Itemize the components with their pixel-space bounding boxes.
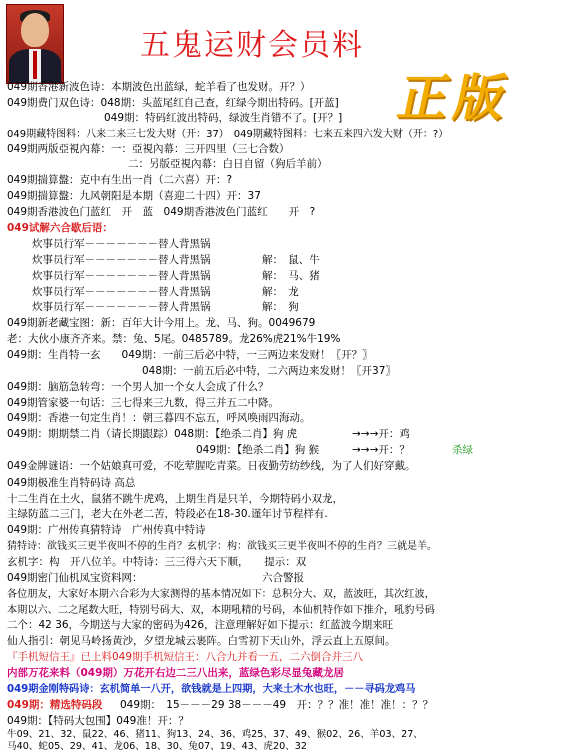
text-line: 炊事员行军－－－－－－－替人背黑锅 (32, 238, 211, 250)
text-line: 049期管家婆一句话：三七得来三九数，得三并五二中降。 (7, 397, 280, 409)
text-line: 炊事员行军－－－－－－－替人背黑锅 (32, 254, 211, 266)
text-line: 049期费门双色诗：048期：头蓝尾红自己查，红绿今期出特码。[开蓝] (7, 97, 339, 109)
text-line: 老：大伙小康齐齐来。禁：兔、5尾。0485789。龙26%虎21%牛19% (7, 333, 341, 345)
text-line: 049期：特码红波出特码，绿波生肖错不了。[开？] (104, 112, 343, 124)
text-line: 猜特诗：欲钱买三更半夜叫不停的生肖？玄机字：构：欲钱买三更半夜叫不停的生肖？三就是羊。 (7, 541, 437, 552)
kill-color-text: 杀绿 (452, 444, 473, 456)
text-line: 049期藏特图料：八来二来三七发大财（开：37） 049期藏特图料：七来五来四六发大财（开：?） (7, 129, 449, 140)
text-line: 049期：期期禁二肖（请长期跟踪）048期：【绝杀二肖】狗 虎 (7, 428, 298, 440)
text-line: 049期：香港一句定生肖！：朝三暮四不忘五，呼风唤雨四海动。 (7, 412, 311, 424)
text-line: 049期揣算盤：克中有生出一肖（二六喜）开：? (7, 174, 233, 186)
profile-photo (6, 4, 64, 84)
text-line: 049期揣算盤：九风朝阳是本期（喜迎二十四）开：37 (7, 190, 261, 202)
text-line: 049期：【特码大包围】049准！开：？ (7, 715, 189, 727)
result-text: →→→开：鸡 (352, 428, 410, 440)
answer-text: 解： 鼠、牛 (262, 254, 320, 266)
text-line: 炊事员行军－－－－－－－替人背黑锅 (32, 301, 211, 313)
section-heading: 049试解六合歇后语： (7, 222, 113, 234)
text-line: 主绿防蓝二三门，老大在外老二苦，特段必在18-30.谨年讨节程样有. (7, 508, 328, 520)
answer-text: 解： 马、猪 (262, 270, 320, 282)
text-line: 049期密门仙机凤宝资料网： (7, 572, 143, 584)
text-line: 玄机字：构 开八位羊。中特诗：三三得六天下顺， 提示：双 (7, 556, 307, 568)
text-line: 十二生肖在土火，鼠猪不跳牛虎鸡，上期生肖是只羊，今期特码小双龙， (7, 493, 343, 505)
text-line: 二个：42 36，今期送与大家的密码为426，注意理解好如下提示：红蓝波今期来旺 (7, 619, 394, 631)
genuine-badge: 正版 (392, 69, 518, 127)
page-title: 五鬼运财会员料 (140, 28, 364, 63)
text-line: 048期：一前五后必中特，二六两边来发财！〖开37〗 (142, 365, 396, 377)
segment-heading: 049期：精选特码段 (7, 699, 103, 711)
alert-label: 六合警报 (262, 572, 304, 584)
text-line: 049期：【绝杀二肖】狗 猴 (196, 444, 320, 456)
text-line: 炊事员行军－－－－－－－替人背黑锅 (32, 270, 211, 282)
number-list: 马40、蛇05、29、41、龙06、18、30、兔07、19、43、虎20、32 (7, 741, 307, 752)
text-line: 二：另版亞視內幕：白日自留（狗后羊前） (128, 158, 328, 170)
text-line: 049期：脑筋急转弯：一个男人加一个女人会成了什么？ (7, 381, 269, 393)
text-line: 049期：生肖特一玄 049期：一前三后必中特，一三两边来发财！〖开？〗 (7, 349, 373, 361)
text-line: 049期香港新波色诗：本期波色出蓝绿，蛇羊看了也发财。开？） (7, 81, 311, 93)
text-line: 049期：广州传真猜特诗 广州传真中特诗 (7, 524, 206, 536)
text-line: 仙人指引：朝见马岭扬黄沙，夕望龙城云裹阵。白雪初下天山外，浮云直上五原间。 (7, 635, 396, 647)
text-line: 049期两版亞視內幕：一：亞視內幕：三开四里（三七合数） (7, 143, 290, 155)
text-line: 049期香港波色门蓝红 开 蓝 049期香港波色门蓝红 开 ? (7, 206, 316, 218)
text-line: 各位朋友，大家好本期六合彩为大家测得的基本情况如下：总积分大、双，蓝波旺，其次红波， (7, 589, 435, 600)
answer-text: 解： 龙 (262, 286, 299, 298)
number-list: 牛09、21、32、鼠22、46、猪11、狗13、24、36、鸡25、37、49、猴02、26、羊03、27、 (7, 729, 423, 740)
wanhua-line: 内部万花来料（049期）万花开右边二三八出来，蓝绿色彩尽显兔藏龙居 (7, 667, 344, 679)
text-line: 049金牌谜语：一个姑娘真可爱，不吃荤腥吃青菜。日夜勤劳纺纱线，为了人们好穿戴。 (7, 460, 416, 472)
text-line: 炊事员行军－－－－－－－替人背黑锅 (32, 286, 211, 298)
diamond-poem-line: 049期金刚特码诗：玄机简单一八开，欲钱就是上四期，大来土木水也旺，－－寻码龙鸡马 (7, 684, 416, 695)
segment-line: 049期： 15－－－29 38－－－49 开：？？准！准！准！：？？ (120, 699, 434, 711)
text-line: 049期新老藏宝图：新：百年大计今用上。龙、马、狗。0049679 (7, 317, 316, 329)
result-text: →→→开：？ (352, 444, 410, 456)
answer-text: 解： 狗 (262, 301, 299, 313)
sms-king-line: 『手机短信王』已上料049期手机短信王：八合九并看一五，二六倒合并三八 (7, 651, 364, 663)
text-line: 本期以六、二之尾数大旺，特别号码大、双，本期吼精的号码，本仙机特作如下推介，吼豹号码 (7, 605, 435, 616)
text-line: 049期极准生肖特码诗 高总 (7, 477, 136, 489)
